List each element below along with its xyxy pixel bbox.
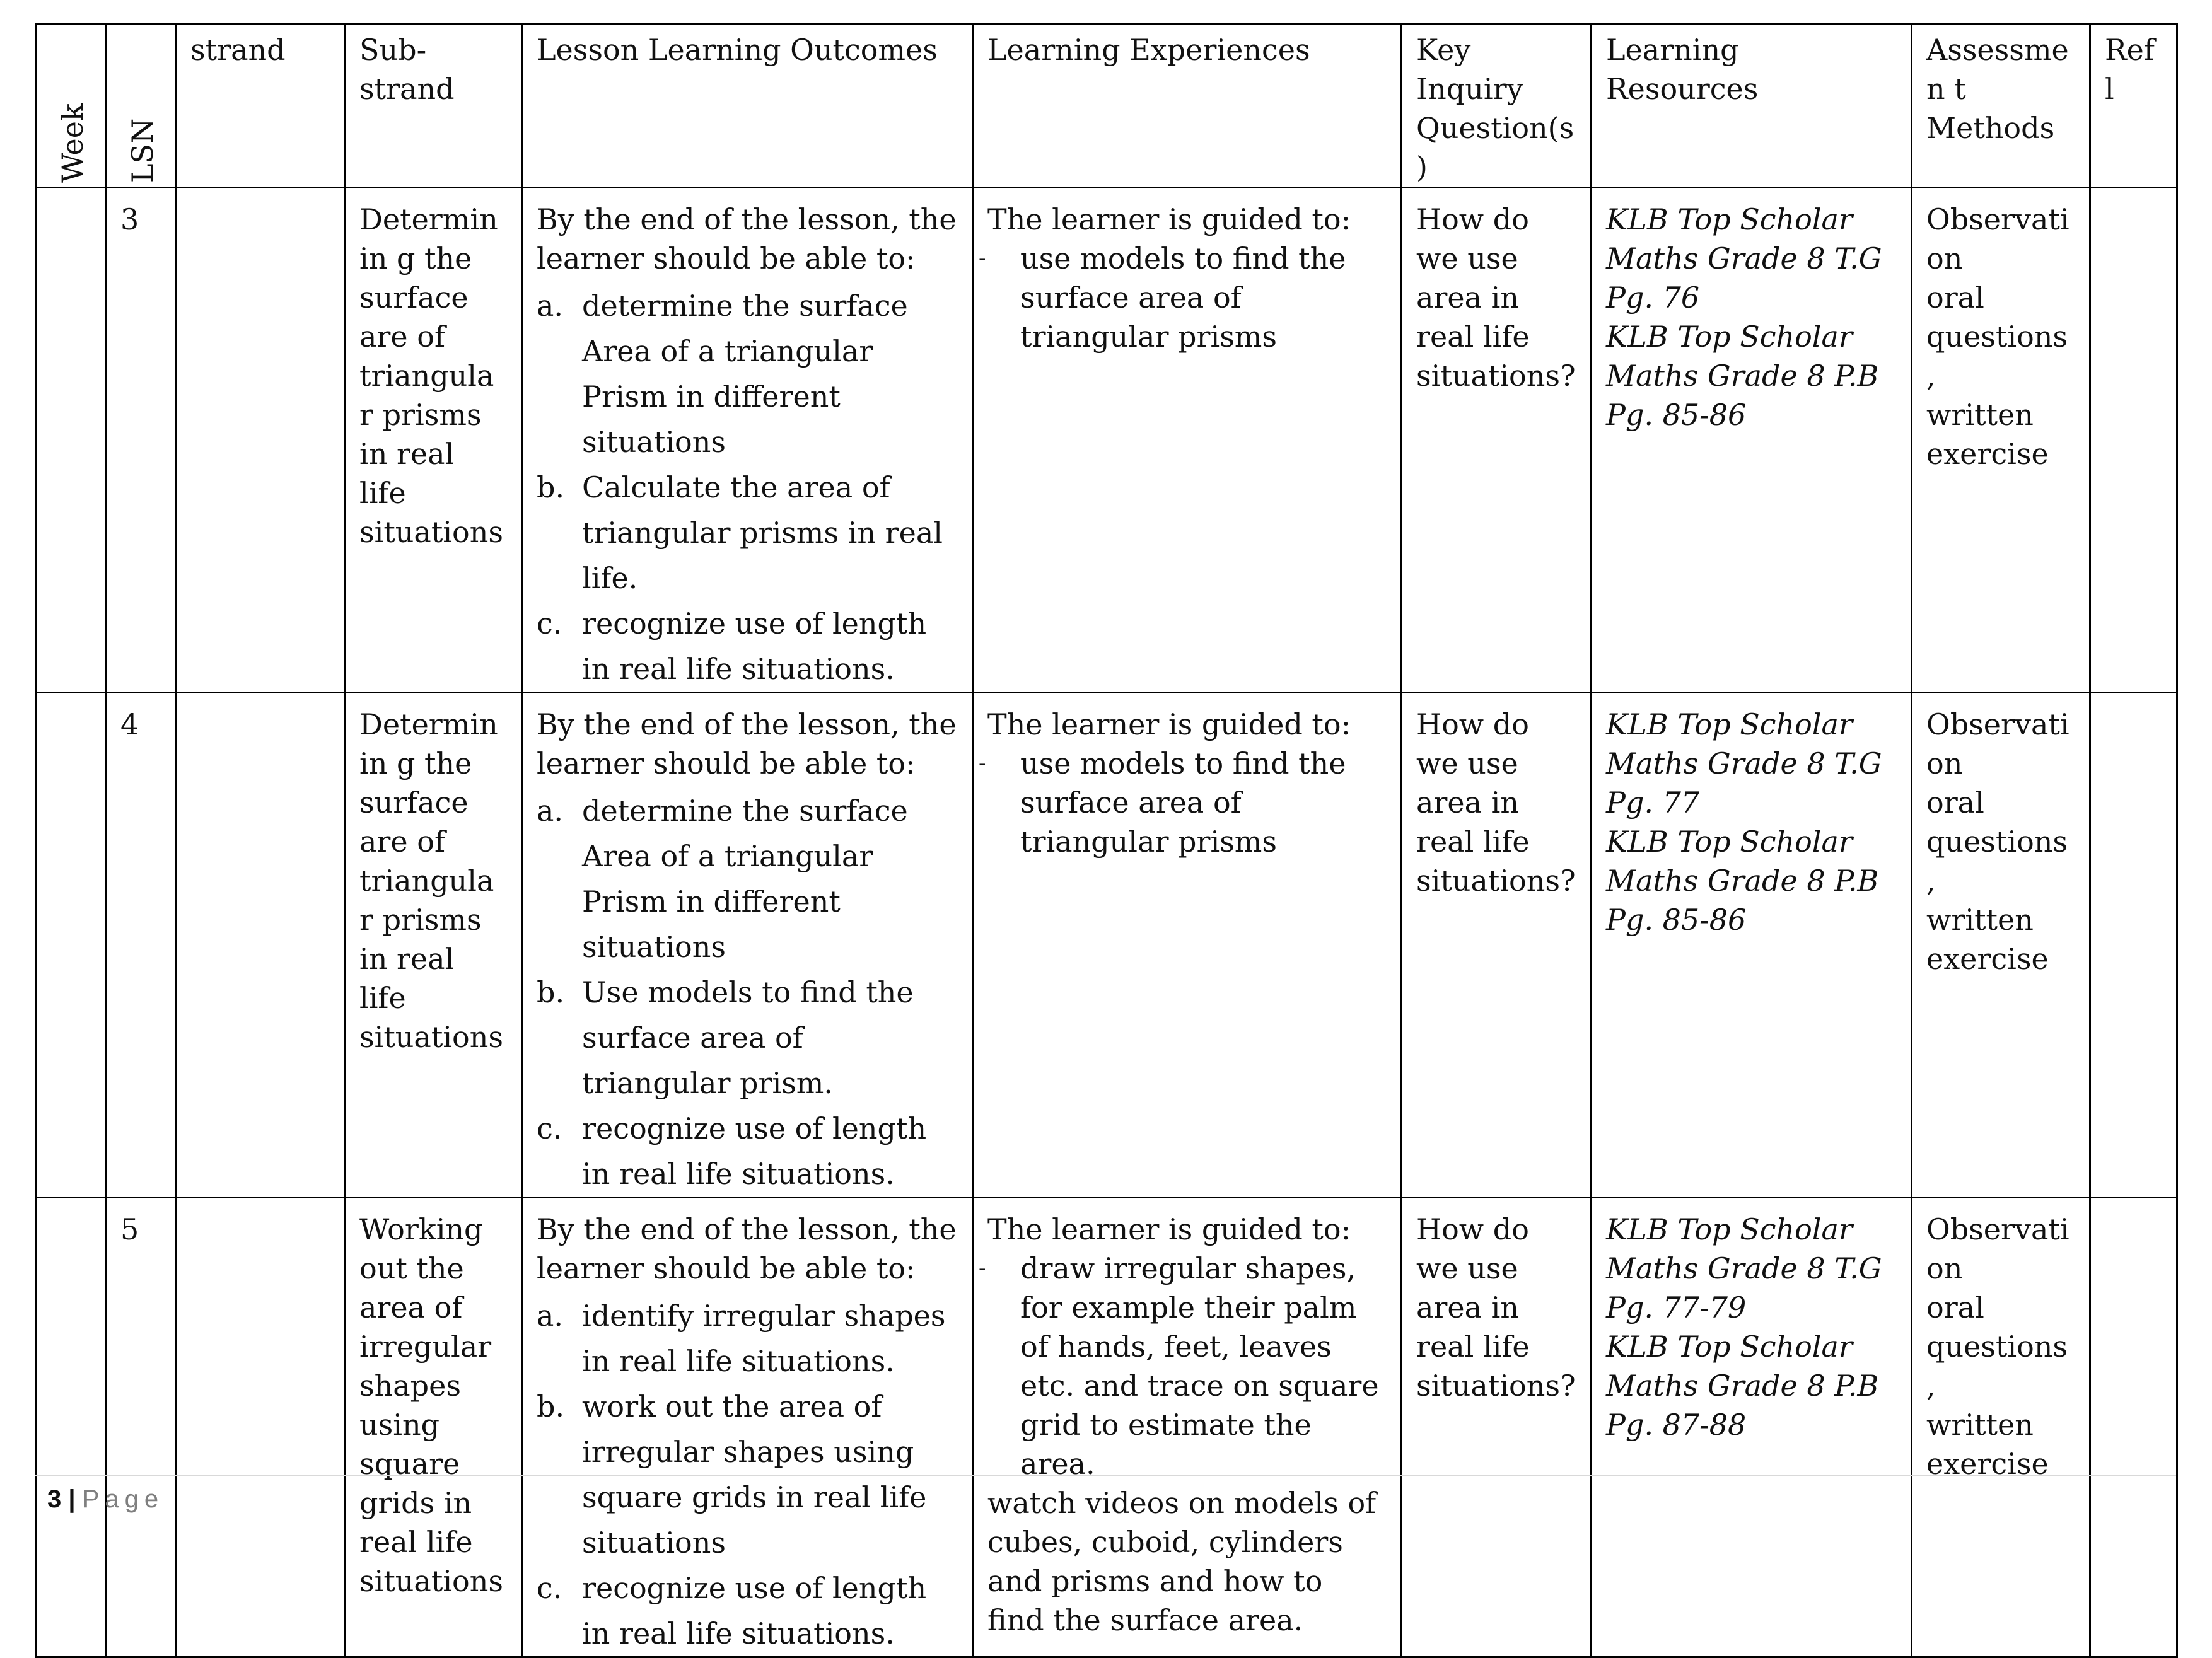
header-assessment: Assessmen t Methods bbox=[1912, 25, 2090, 188]
outcome-text: work out the area of irregular shapes using square grids in real life situations bbox=[582, 1389, 927, 1560]
outcome-text: determine the surface Area of a triangular Prism in different situations bbox=[582, 794, 908, 964]
experience-text: use models to find the surface area of triangular prisms bbox=[1020, 746, 1346, 859]
reflection-cell bbox=[2090, 188, 2177, 693]
experiences-intro: The learner is guided to: bbox=[987, 1212, 1351, 1246]
page-footer bbox=[35, 1475, 2176, 1513]
inquiry-cell: How do we use area in real life situations? bbox=[1402, 1198, 1592, 1657]
outcome-text: Use models to find the surface area of triangular prism. bbox=[582, 975, 914, 1100]
header-inquiry: Key Inquiry Question(s) bbox=[1402, 25, 1592, 188]
table-row bbox=[36, 188, 2177, 693]
reflection-cell bbox=[2090, 1198, 2177, 1657]
table-row bbox=[36, 1198, 2177, 1657]
lsn-cell: 3 bbox=[106, 188, 176, 693]
strand-cell bbox=[176, 693, 345, 1198]
header-week: Week bbox=[36, 25, 106, 188]
outcomes-cell bbox=[522, 188, 973, 693]
outcome-item bbox=[537, 1106, 958, 1197]
outcome-marker: b. bbox=[537, 975, 565, 1009]
outcome-item bbox=[537, 283, 958, 465]
resources-cell bbox=[1592, 693, 1912, 1198]
assessment-item: written exercise bbox=[1926, 903, 2049, 976]
experience-text: use models to find the surface area of triangular prisms bbox=[1020, 241, 1346, 354]
experiences-extra: watch videos on models of cubes, cuboid, cylinders and prisms and how to find the surface area. bbox=[987, 1486, 1377, 1637]
experience-item bbox=[979, 744, 1387, 861]
page-number: 3 bbox=[47, 1485, 62, 1513]
lsn-cell: 5 bbox=[106, 1198, 176, 1657]
table-row bbox=[36, 693, 2177, 1198]
page-separator: | bbox=[68, 1485, 76, 1513]
resource-item: KLB Top Scholar Maths Grade 8 P.B Pg. 87-88 bbox=[1606, 1330, 1879, 1442]
sub-strand-cell: Determinin g the surface are of triangular prisms in real life situations bbox=[345, 188, 522, 693]
experiences-list bbox=[979, 239, 1387, 356]
header-experiences: Learning Experiences bbox=[973, 25, 1402, 188]
outcome-text: recognize use of length in real life situations. bbox=[582, 606, 927, 686]
outcome-marker: a. bbox=[537, 289, 564, 323]
outcome-item bbox=[537, 465, 958, 601]
outcome-text: Calculate the area of triangular prisms in real life. bbox=[582, 470, 943, 595]
resources-cell bbox=[1592, 188, 1912, 693]
assessment-item: oral questions, bbox=[1926, 786, 2068, 898]
outcomes-intro: By the end of the lesson, the learner should be able to: bbox=[537, 202, 957, 275]
assessment-item: Observation bbox=[1926, 202, 2069, 275]
inquiry-cell: How do we use area in real life situations? bbox=[1402, 693, 1592, 1198]
resource-item: KLB Top Scholar Maths Grade 8 P.B Pg. 85-86 bbox=[1606, 320, 1879, 432]
week-cell bbox=[36, 188, 106, 693]
header-strand: strand bbox=[176, 25, 345, 188]
assessment-item: written exercise bbox=[1926, 1408, 2049, 1481]
outcome-marker: c. bbox=[537, 606, 562, 641]
header-outcomes: Lesson Learning Outcomes bbox=[522, 25, 973, 188]
assessment-item: Observation bbox=[1926, 1212, 2069, 1285]
strand-cell bbox=[176, 188, 345, 693]
outcomes-list bbox=[537, 788, 958, 1197]
week-cell bbox=[36, 693, 106, 1198]
header-sub-strand: Sub-strand bbox=[345, 25, 522, 188]
dash-bullet-icon: - bbox=[979, 751, 986, 776]
outcome-text: recognize use of length in real life situations. bbox=[582, 1571, 927, 1650]
outcomes-cell bbox=[522, 1198, 973, 1657]
experiences-list bbox=[979, 744, 1387, 861]
assessment-item: Observation bbox=[1926, 707, 2069, 780]
experiences-cell bbox=[973, 1198, 1402, 1657]
outcome-text: determine the surface Area of a triangular Prism in different situations bbox=[582, 289, 908, 459]
header-reflection: Refl bbox=[2090, 25, 2177, 188]
week-cell bbox=[36, 1198, 106, 1657]
resource-item: KLB Top Scholar Maths Grade 8 T.G Pg. 77 bbox=[1606, 707, 1882, 820]
assessment-item: written exercise bbox=[1926, 398, 2049, 471]
dash-bullet-icon: - bbox=[979, 246, 986, 271]
outcome-marker: c. bbox=[537, 1571, 562, 1605]
outcome-item bbox=[537, 788, 958, 970]
header-lsn: LSN bbox=[106, 25, 176, 188]
outcomes-list bbox=[537, 283, 958, 692]
lsn-cell: 4 bbox=[106, 693, 176, 1198]
header-resources: Learning Resources bbox=[1592, 25, 1912, 188]
outcome-marker: b. bbox=[537, 470, 565, 504]
assessment-cell bbox=[1912, 188, 2090, 693]
assessment-item: oral questions, bbox=[1926, 1290, 2068, 1403]
outcome-marker: a. bbox=[537, 794, 564, 828]
experiences-intro: The learner is guided to: bbox=[987, 707, 1351, 741]
outcome-item bbox=[537, 1565, 958, 1656]
outcome-item bbox=[537, 1384, 958, 1565]
outcomes-intro: By the end of the lesson, the learner should be able to: bbox=[537, 707, 957, 780]
experience-item bbox=[979, 1249, 1387, 1483]
sub-strand-cell: Working out the area of irregular shapes using square grids in real life situations bbox=[345, 1198, 522, 1657]
outcome-marker: a. bbox=[537, 1299, 564, 1333]
assessment-cell bbox=[1912, 1198, 2090, 1657]
scheme-of-work-table bbox=[35, 23, 2178, 1658]
outcome-text: recognize use of length in real life situations. bbox=[582, 1111, 927, 1191]
experiences-cell bbox=[973, 188, 1402, 693]
assessment-item: oral questions, bbox=[1926, 281, 2068, 393]
experience-text: draw irregular shapes, for example their palm of hands, feet, leaves etc. and trace on square grid to estimate the area. bbox=[1020, 1251, 1379, 1481]
reflection-cell bbox=[2090, 693, 2177, 1198]
outcomes-list bbox=[537, 1293, 958, 1656]
sub-strand-cell: Determinin g the surface are of triangular prisms in real life situations bbox=[345, 693, 522, 1198]
table-header-row bbox=[36, 25, 2177, 188]
resources-cell bbox=[1592, 1198, 1912, 1657]
outcome-marker: c. bbox=[537, 1111, 562, 1145]
outcome-text: identify irregular shapes in real life situations. bbox=[582, 1299, 946, 1378]
outcome-item bbox=[537, 1293, 958, 1384]
assessment-cell bbox=[1912, 693, 2090, 1198]
outcomes-intro: By the end of the lesson, the learner should be able to: bbox=[537, 1212, 957, 1285]
outcome-marker: b. bbox=[537, 1389, 565, 1423]
outcomes-cell bbox=[522, 693, 973, 1198]
resource-item: KLB Top Scholar Maths Grade 8 T.G Pg. 77-79 bbox=[1606, 1212, 1882, 1325]
resource-item: KLB Top Scholar Maths Grade 8 P.B Pg. 85-86 bbox=[1606, 825, 1879, 937]
page-label: Page bbox=[82, 1485, 165, 1513]
inquiry-cell: How do we use area in real life situations? bbox=[1402, 188, 1592, 693]
outcome-item bbox=[537, 970, 958, 1106]
resource-item: KLB Top Scholar Maths Grade 8 T.G Pg. 76 bbox=[1606, 202, 1882, 315]
experiences-cell bbox=[973, 693, 1402, 1198]
dash-bullet-icon: - bbox=[979, 1256, 986, 1281]
experiences-intro: The learner is guided to: bbox=[987, 202, 1351, 236]
strand-cell bbox=[176, 1198, 345, 1657]
experience-item bbox=[979, 239, 1387, 356]
outcome-item bbox=[537, 601, 958, 692]
experiences-list bbox=[979, 1249, 1387, 1483]
